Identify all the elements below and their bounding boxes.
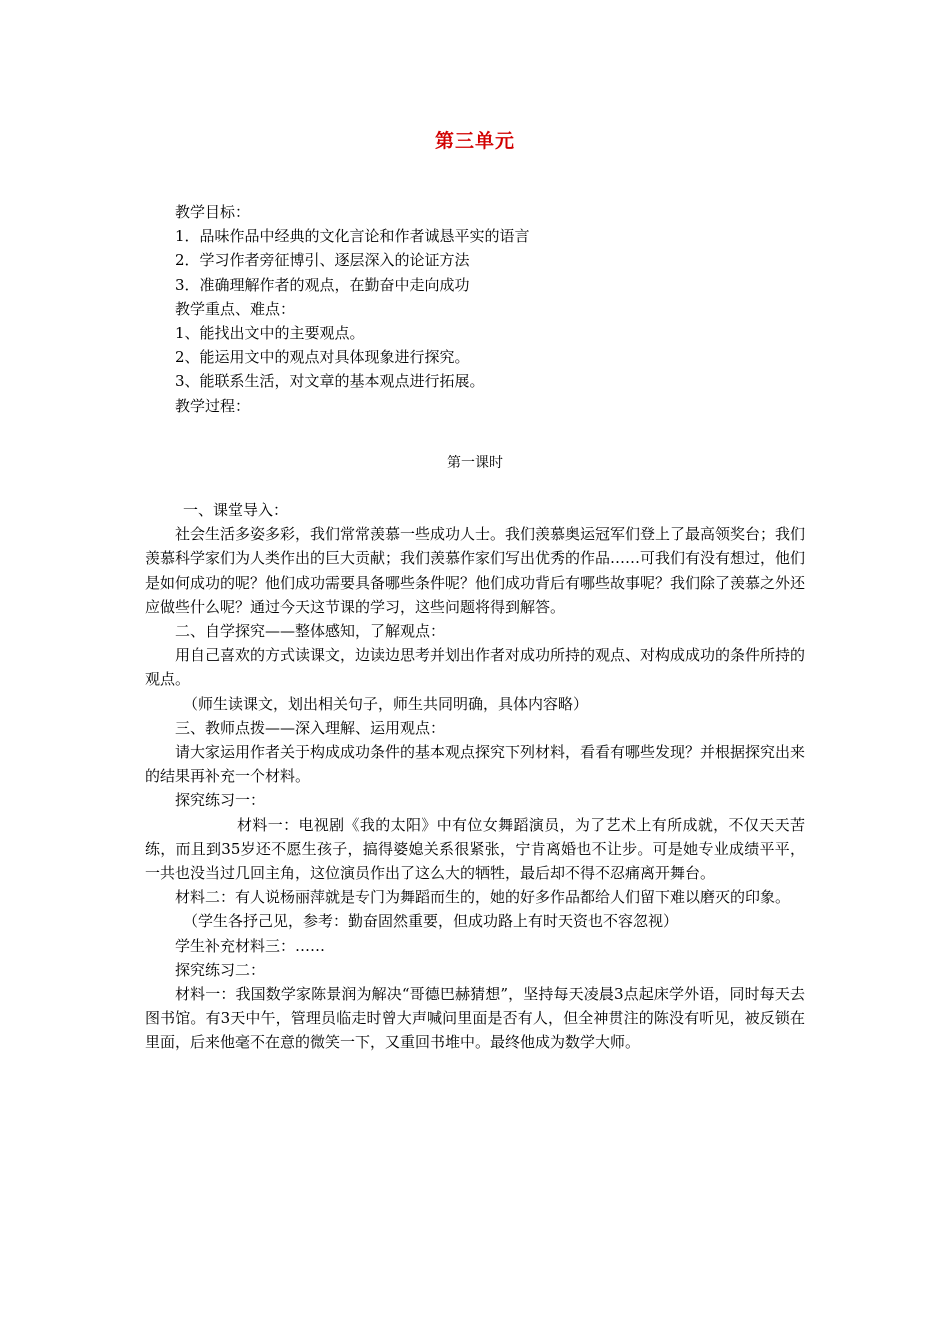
objectives-section bbox=[145, 200, 805, 418]
body-paragraph: 学生补充材料三：…… bbox=[175, 936, 326, 955]
material-paragraph: 材料二：有人说杨丽萍就是专门为舞蹈而生的，她的好多作品都给人们留下难以磨灭的印象。 bbox=[175, 888, 791, 907]
lesson-title: 第一课时 bbox=[447, 455, 503, 471]
material-paragraph: 材料一：我国数学家陈景润为解决“哥德巴赫猜想”，坚持每天凌晨3点起床学外语，同时每天去图书馆。有3天中午，管理员临走时曾大声喊问里面是否有人，但全神贯注的陈没有听见，被反锁在里面，后来他毫不在意的微笑一下，又重回书堆中。最终他成为数学大师。 bbox=[145, 985, 805, 1052]
objective-item: 2．学习作者旁征博引、逐层深入的论证方法 bbox=[175, 251, 470, 270]
objectives-label: 教学目标： bbox=[175, 203, 251, 221]
process-label: 教学过程： bbox=[175, 396, 251, 415]
lesson-body bbox=[145, 498, 805, 1055]
key-point-item: 3、能联系生活，对文章的基本观点进行拓展。 bbox=[175, 372, 485, 391]
key-points-label: 教学重点、难点： bbox=[175, 299, 296, 318]
section-heading: 三、教师点拨——深入理解、运用观点： bbox=[175, 718, 446, 737]
exercise-heading: 探究练习一： bbox=[175, 791, 266, 810]
section-heading: 一、课堂导入： bbox=[183, 501, 289, 519]
material-paragraph: 材料一：电视剧《我的太阳》中有位女舞蹈演员，为了艺术上有所成就，不仅天天苦练，而且到35岁还不愿生孩子，搞得婆媳关系很紧张，宁肯离婚也不让步。可是她专业成绩平平，一共也没当过几回主角，这位演员作出了这么大的牺牲，最后却不得不忍痛离开舞台。 bbox=[145, 815, 805, 883]
body-paragraph: 社会生活多姿多彩，我们常常羡慕一些成功人士。我们羡慕奥运冠军们登上了最高领奖台；我们羡慕科学家们为人类作出的巨大贡献；我们羡慕作家们写出优秀的作品……可我们有没有想过，他们是如何成功的呢？他们成功需要具备哪些条件呢？他们成功背后有哪些故事呢？我们除了羡慕之外还应做些什么呢？通过今天这节课的学习，这些问题将得到解答。 bbox=[145, 525, 806, 616]
body-paragraph: 请大家运用作者关于构成成功条件的基本观点探究下列材料，看看有哪些发现？并根据探究出来的结果再补充一个材料。 bbox=[145, 743, 806, 786]
body-paragraph: （师生读课文，划出相关句子，师生共同明确，具体内容略） bbox=[183, 694, 589, 713]
objective-item: 3．准确理解作者的观点，在勤奋中走向成功 bbox=[175, 275, 470, 294]
key-point-item: 2、能运用文中的观点对具体现象进行探究。 bbox=[175, 348, 470, 367]
key-point-item: 1、能找出文中的主要观点。 bbox=[175, 324, 365, 343]
page-title: 第三单元 bbox=[434, 130, 515, 152]
exercise-heading: 探究练习二： bbox=[175, 960, 266, 979]
section-heading: 二、自学探究——整体感知，了解观点： bbox=[175, 622, 446, 641]
body-paragraph: （学生各抒己见，参考：勤奋固然重要，但成功路上有时天资也不容忽视） bbox=[183, 912, 679, 931]
body-paragraph: 用自己喜欢的方式读课文，边读边思考并划出作者对成功所持的观点、对构成成功的条件所持的观点。 bbox=[145, 646, 806, 689]
objective-item: 1．品味作品中经典的文化言论和作者诚恳平实的语言 bbox=[175, 227, 530, 246]
